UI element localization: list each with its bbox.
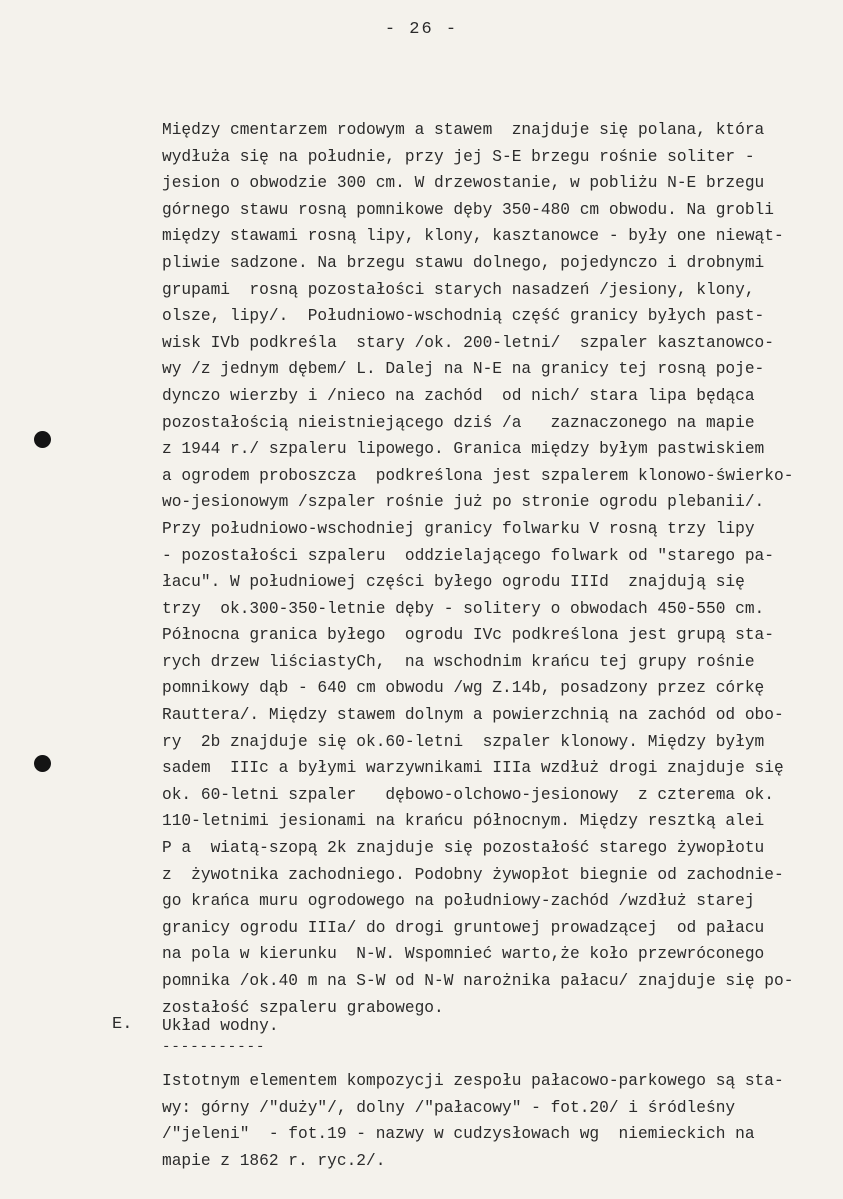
text-line: /"jeleni" - fot.19 - nazwy w cudzysłowach wg niemieckich na xyxy=(162,1125,755,1144)
text-line: pliwie sadzone. Na brzegu stawu dolnego, pojedynczo i drobnymi xyxy=(162,253,765,272)
page-number: - 26 - xyxy=(384,20,459,39)
text-line: 110-letnimi jesionami na krańcu północnym. Między resztką alei xyxy=(162,812,765,831)
text-line: olsze, lipy/. Południowo-wschodnią część granicy byłych past- xyxy=(162,307,765,326)
body-paragraph xyxy=(162,117,842,1021)
text-line: rych drzew liściastyCh, na wschodnim krańcu tej grupy rośnie xyxy=(162,652,755,671)
text-line: Istotnym elementem kompozycji zespołu pałacowo-parkowego są sta- xyxy=(162,1072,784,1090)
section-title: Układ wodny. xyxy=(162,1017,279,1035)
text-line: z 1944 r./ szpaleru lipowego. Granica między byłym pastwiskiem xyxy=(162,440,765,459)
text-line: wydłuża się na południe, przy jej S-E brzegu rośnie soliter - xyxy=(162,147,755,166)
text-line: na pola w kierunku N-W. Wspomnieć warto,że koło przewróconego xyxy=(162,945,765,964)
text-line: wo-jesionowym /szpaler rośnie już po stronie ogrodu plebanii/. xyxy=(162,493,765,512)
text-line: jesion o obwodzie 300 cm. W drzewostanie, w pobliżu N-E brzegu xyxy=(162,174,765,193)
text-line: zostałość szpaleru grabowego. xyxy=(162,998,444,1017)
text-line: dynczo wierzby i /nieco na zachód od nich/ stara lipa będąca xyxy=(162,386,755,405)
text-line: wisk IVb podkreśla stary /ok. 200-letni/ szpaler kasztanowco- xyxy=(162,333,774,352)
punch-hole-mark xyxy=(34,755,51,772)
text-line: pomnika /ok.40 m na S-W od N-W narożnika pałacu/ znajduje się po- xyxy=(162,972,794,990)
section-paragraph xyxy=(162,1068,842,1174)
text-line: wy /z jednym dębem/ L. Dalej na N-E na granicy tej rosną poje- xyxy=(162,360,765,379)
text-line: Między cmentarzem rodowym a stawem znajduje się polana, która xyxy=(162,121,765,139)
text-line: pomnikowy dąb - 640 cm obwodu /wg Z.14b, posadzony przez córkę xyxy=(162,679,765,698)
text-line: między stawami rosną lipy, klony, kasztanowce - były one niewąt- xyxy=(162,227,784,246)
text-line: granicy ogrodu IIIa/ do drogi gruntowej prowadzącej od pałacu xyxy=(162,918,765,937)
text-line: Rauttera/. Między stawem dolnym a powierzchnią na zachód od obo- xyxy=(162,706,784,725)
punch-hole-mark xyxy=(34,431,51,448)
text-line: grupami rosną pozostałości starych nasadzeń /jesiony, klony, xyxy=(162,280,755,299)
text-line: a ogrodem proboszcza podkreślona jest szpalerem klonowo-świerko- xyxy=(162,466,794,485)
text-line: mapie z 1862 r. ryc.2/. xyxy=(162,1151,386,1170)
section-title-underline: ----------- xyxy=(162,1039,266,1055)
text-line: łacu". W południowej części byłego ogrodu IIId znajdują się xyxy=(162,573,745,592)
text-line: sadem IIIc a byłymi warzywnikami IIIa wzdłuż drogi znajduje się xyxy=(162,759,784,778)
section-letter: E. xyxy=(112,1015,133,1034)
text-line: - pozostałości szpaleru oddzielającego folwark od "starego pa- xyxy=(162,546,774,565)
text-line: górnego stawu rosną pomnikowe dęby 350-480 cm obwodu. Na grobli xyxy=(162,200,774,219)
text-line: ry 2b znajduje się ok.60-letni szpaler klonowy. Między byłym xyxy=(162,732,765,751)
text-line: z żywotnika zachodniego. Podobny żywopłot biegnie od zachodnie- xyxy=(162,865,784,884)
text-line: Przy południowo-wschodniej granicy folwarku V rosną trzy lipy xyxy=(162,519,755,538)
text-line: pozostałością nieistniejącego dziś /a zaznaczonego na mapie xyxy=(162,413,755,432)
text-line: go krańca muru ogrodowego na południowy-zachód /wzdłuż starej xyxy=(162,892,755,911)
text-line: Północna granica byłego ogrodu IVc podkreślona jest grupą sta- xyxy=(162,626,774,645)
text-line: wy: górny /"duży"/, dolny /"pałacowy" - fot.20/ i śródleśny xyxy=(162,1098,736,1117)
text-line: P a wiatą-szopą 2k znajduje się pozostałość starego żywopłotu xyxy=(162,839,765,858)
text-line: ok. 60-letni szpaler dębowo-olchowo-jesionowy z czterema ok. xyxy=(162,785,774,804)
text-line: trzy ok.300-350-letnie dęby - solitery o obwodach 450-550 cm. xyxy=(162,599,765,618)
